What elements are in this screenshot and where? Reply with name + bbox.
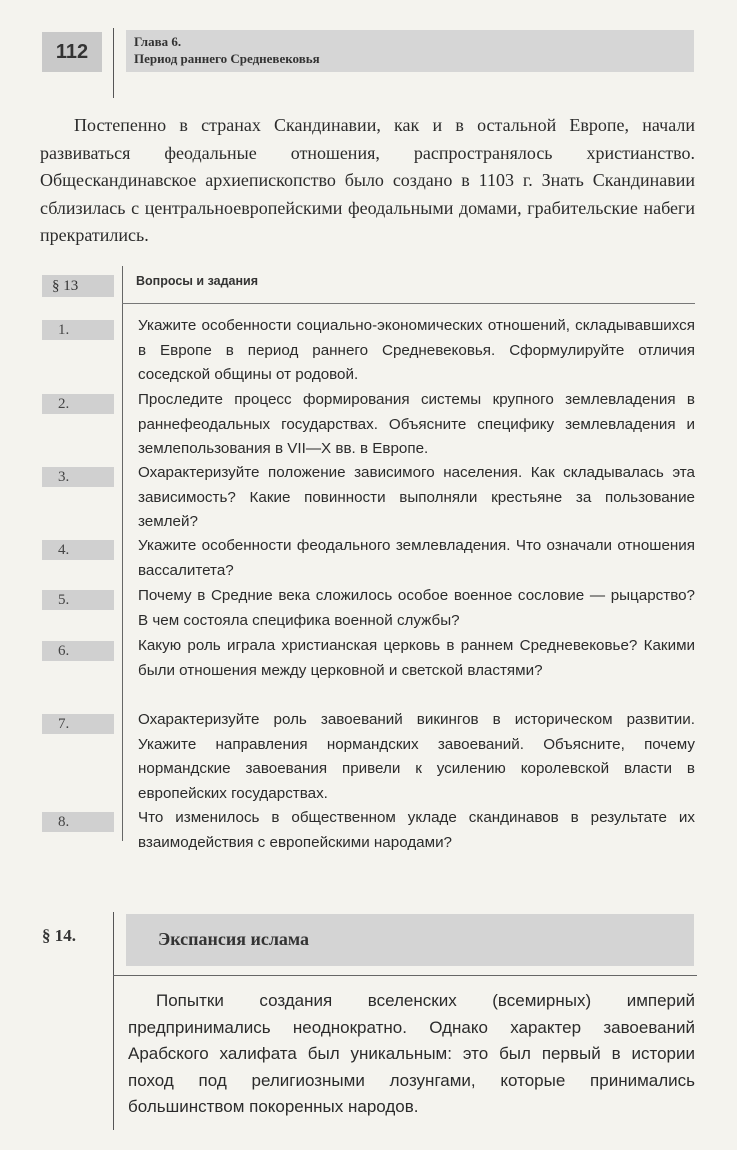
intro-paragraph: Постепенно в странах Скандинавии, как и в остальной Европе, начали развиваться феодальные отношения, распространялось христианство. Общескандинавское архиепископство было создано в 1103 г. Знать Скандинавии сблизилась с центральноевропейскими феодальными домами, грабительские набеги прекратились.	[40, 115, 695, 245]
question-number: 7.	[42, 714, 114, 734]
question-number: 8.	[42, 812, 114, 832]
question-text: Какую роль играла христианская церковь в раннем Средневековье? Какими были отношения между церковной и светской властями?	[138, 637, 695, 679]
running-header	[134, 33, 320, 67]
question-number: 1.	[42, 320, 114, 340]
section-13-label: § 13	[42, 275, 114, 297]
section-14-paragraph: Попытки создания вселенских (всемирных) империй предпринимались неоднократно. Однако характер завоеваний Арабского халифата был уникальным: это был первый в истории поход под религиозными лозунгами, которые принимались большинством покоренных народов.	[128, 991, 695, 1116]
section-14-divider-horizontal	[113, 975, 697, 976]
chapter-title: Период раннего Средневековья	[134, 51, 320, 66]
header-divider	[113, 28, 114, 98]
section-14-title: Экспансия ислама	[158, 929, 310, 949]
question-number: 6.	[42, 641, 114, 661]
question-number: 2.	[42, 394, 114, 414]
questions-divider-vertical	[122, 266, 123, 841]
question-text: Укажите особенности социально-экономических отношений, складывавшихся в Европе в период раннего Средневековья. Сформулируйте отличия соседской общины от родовой.	[138, 317, 695, 384]
page-number: 112	[42, 32, 102, 72]
chapter-label: Глава 6.	[134, 34, 182, 49]
question-number: 4.	[42, 540, 114, 560]
question-text: Проследите процесс формирования системы крупного землевладения в раннефеодальных государствах. Объясните специфику землевладения и землепользования в VII—X вв. в Европе.	[138, 391, 695, 458]
questions-title: Вопросы и задания	[136, 274, 258, 288]
question-text: Что изменилось в общественном укладе скандинавов в результате их взаимодействия с европейскими народами?	[138, 809, 695, 851]
question-number: 3.	[42, 467, 114, 487]
question-text: Охарактеризуйте положение зависимого населения. Как складывалась эта зависимость? Какие повинности выполняли крестьяне за пользование землей?	[138, 464, 695, 531]
question-text: Укажите особенности феодального землевладения. Что означали отношения вассалитета?	[138, 537, 695, 579]
question-number: 5.	[42, 590, 114, 610]
section-14-label: § 14.	[42, 926, 76, 945]
questions-divider-horizontal	[122, 303, 695, 304]
question-text: Почему в Средние века сложилось особое военное сословие — рыцарство? В чем состояла специфика военной службы?	[138, 587, 695, 629]
question-text: Охарактеризуйте роль завоеваний викингов в историческом развитии. Укажите направления нормандских завоеваний. Объясните, почему нормандские завоевания привели к усилению королевской власти в европейских государствах.	[138, 711, 695, 802]
section-14-divider-vertical	[113, 912, 114, 1130]
